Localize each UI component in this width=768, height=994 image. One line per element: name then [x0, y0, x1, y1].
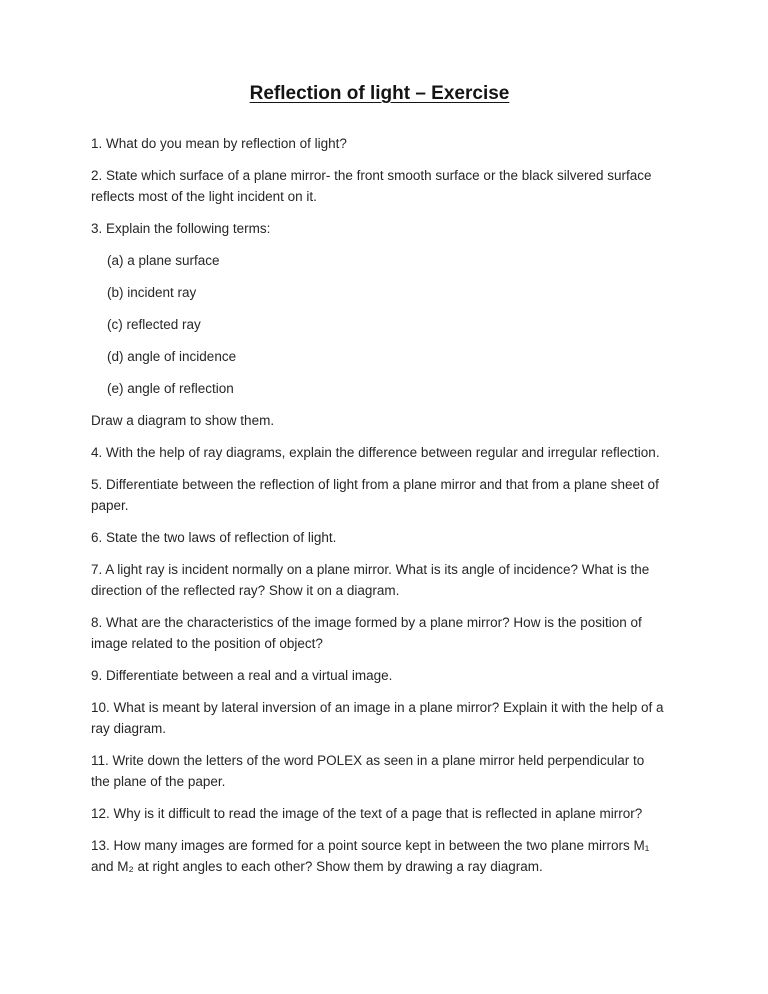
- question-3-item-e: (e) angle of reflection: [107, 381, 234, 396]
- question-12: 12. Why is it difficult to read the image of the text of a page that is reflected in aplane mirror?: [91, 806, 643, 821]
- question-3-followup: Draw a diagram to show them.: [91, 413, 275, 428]
- question-9: 9. Differentiate between a real and a virtual image.: [91, 668, 393, 683]
- question-4: 4. With the help of ray diagrams, explain the difference between regular and irregular reflection.: [91, 445, 660, 460]
- question-13: 13. How many images are formed for a point source kept in between the two plane mirrors M₁ and M₂ at right angles to each other? Show them by drawing a ray diagram.: [91, 838, 650, 874]
- question-2: 2. State which surface of a plane mirror- the front smooth surface or the black silvered surface reflects most of the light incident on it.: [91, 168, 652, 204]
- question-3-item-b: (b) incident ray: [107, 285, 197, 300]
- question-3-item-d: (d) angle of incidence: [107, 349, 237, 364]
- question-8: 8. What are the characteristics of the image formed by a plane mirror? How is the position of image related to the position of object?: [91, 615, 642, 651]
- question-10: 10. What is meant by lateral inversion of an image in a plane mirror? Explain it with the help of a ray diagram.: [91, 700, 664, 736]
- question-11: 11. Write down the letters of the word POLEX as seen in a plane mirror held perpendicular to the plane of the paper.: [91, 753, 645, 789]
- question-3: 3. Explain the following terms:: [91, 221, 271, 236]
- question-6: 6. State the two laws of reflection of light.: [91, 530, 337, 545]
- question-1: 1. What do you mean by reflection of light?: [91, 136, 347, 151]
- question-7: 7. A light ray is incident normally on a plane mirror. What is its angle of incidence? What is the direction of the reflected ray? Show it on a diagram.: [91, 562, 650, 598]
- question-5: 5. Differentiate between the reflection of light from a plane mirror and that from a plane sheet of paper.: [91, 477, 659, 513]
- question-3-item-a: (a) a plane surface: [107, 253, 220, 268]
- question-3-item-c: (c) reflected ray: [107, 317, 201, 332]
- page-title: Reflection of light – Exercise: [249, 83, 510, 104]
